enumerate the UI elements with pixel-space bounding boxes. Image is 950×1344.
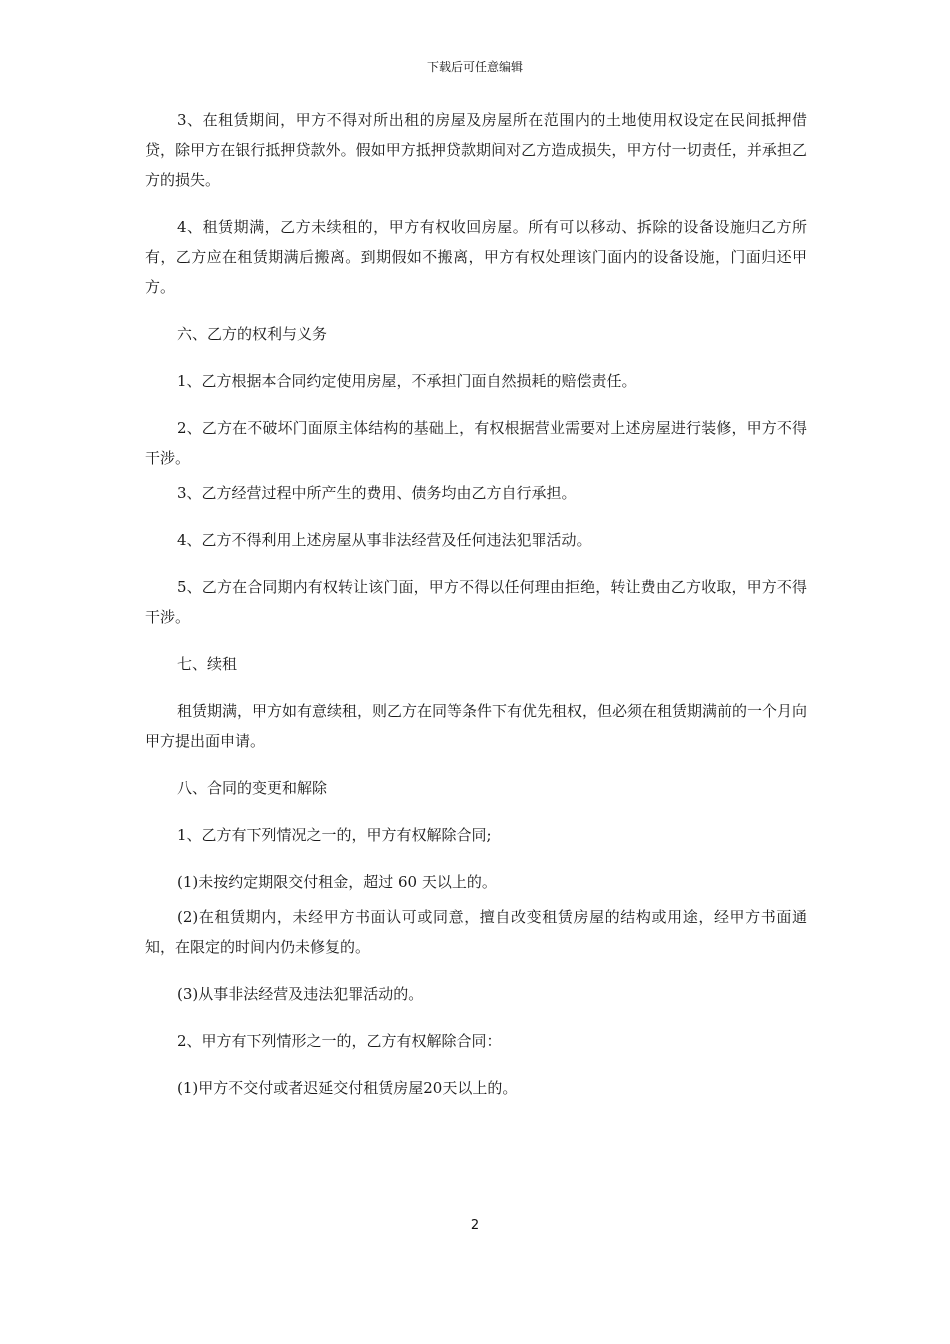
page-number: 2 xyxy=(470,1218,480,1233)
clause-5-3: 3、在租赁期间，甲方不得对所出租的房屋及房屋所在范围内的土地使用权设定在民间抵押借贷，除甲方在银行抵押贷款外。假如甲方抵押贷款期间对乙方造成损失，甲方付一切责任，并承担乙方的损失。 xyxy=(145,111,807,189)
clause-7-renewal: 租赁期满，甲方如有意续租，则乙方在同等条件下有优先租权，但必须在租赁期满前的一个月向甲方提出面申请。 xyxy=(145,702,808,750)
section-heading-8: 八、合同的变更和解除 xyxy=(177,779,328,797)
clause-8-1-item-1: (1)未按约定期限交付租金，超过 60 天以上的。 xyxy=(177,873,497,891)
document-body xyxy=(145,105,807,1120)
page-header: 下载后可任意编辑 xyxy=(426,60,523,74)
clause-6-1: 1、乙方根据本合同约定使用房屋，不承担门面自然损耗的赔偿责任。 xyxy=(177,372,637,390)
clause-6-4: 4、乙方不得利用上述房屋从事非法经营及任何违法犯罪活动。 xyxy=(177,531,592,549)
clause-5-4: 4、租赁期满，乙方未续租的，甲方有权收回房屋。所有可以移动、拆除的设备设施归乙方所有，乙方应在租赁期满后搬离。到期假如不搬离，甲方有权处理该门面内的设备设施，门面归还甲方。 xyxy=(145,218,807,296)
clause-8-1: 1、乙方有下列情况之一的，甲方有权解除合同; xyxy=(177,826,492,844)
clause-8-2-item-1: (1)甲方不交付或者迟延交付租赁房屋20天以上的。 xyxy=(177,1079,518,1097)
clause-6-3: 3、乙方经营过程中所产生的费用、债务均由乙方自行承担。 xyxy=(177,484,577,502)
clause-8-1-item-2: (2)在租赁期内，未经甲方书面认可或同意，擅自改变租赁房屋的结构或用途，经甲方书面通知，在限定的时间内仍未修复的。 xyxy=(145,908,807,956)
clause-8-1-item-3: (3)从事非法经营及违法犯罪活动的。 xyxy=(177,985,424,1003)
clause-6-2: 2、乙方在不破坏门面原主体结构的基础上，有权根据营业需要对上述房屋进行装修，甲方不得干涉。 xyxy=(145,419,807,467)
clause-8-2: 2、甲方有下列情形之一的，乙方有权解除合同： xyxy=(177,1032,502,1050)
section-heading-7: 七、续租 xyxy=(177,655,238,673)
clause-6-5: 5、乙方在合同期内有权转让该门面，甲方不得以任何理由拒绝，转让费由乙方收取，甲方不得干涉。 xyxy=(145,578,807,626)
section-heading-6: 六、乙方的权利与义务 xyxy=(177,325,328,343)
